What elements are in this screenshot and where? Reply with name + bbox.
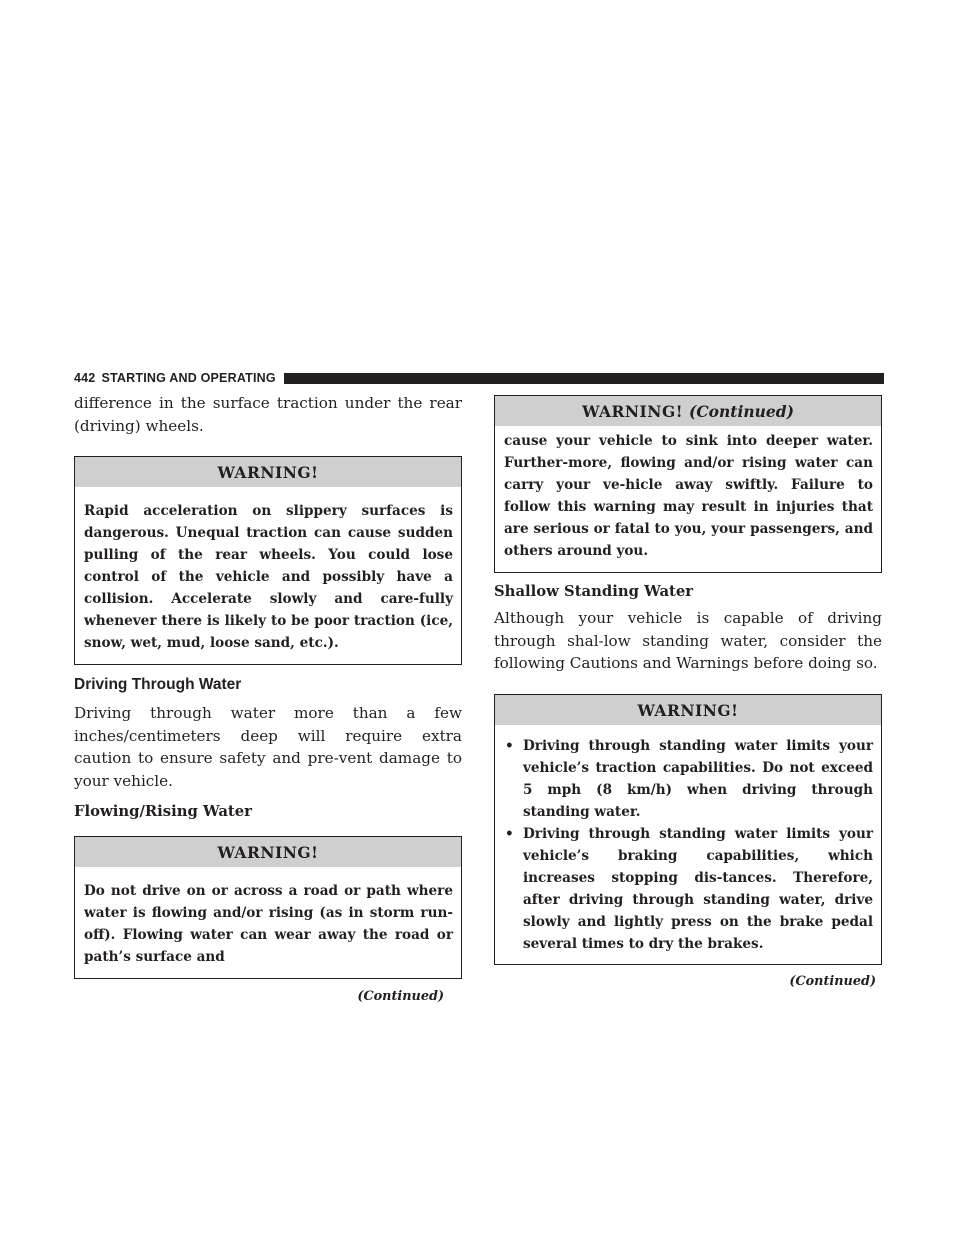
warning-body: Do not drive on or across a road or path where water is flowing and/or rising (as in storm run-off). Flowing water can wear away the road or path’s surface and <box>84 883 453 965</box>
warning-body <box>495 725 881 964</box>
bullet-icon: • <box>505 825 514 842</box>
heading-driving-through-water: Driving Through Water <box>74 676 242 693</box>
bullet-text: Driving through standing water limits your vehicle’s traction capabilities. Do not exceed 5 mph (8 km/h) when driving through standing water. <box>523 737 873 820</box>
warning-box-flowing-water <box>74 836 462 979</box>
warning-title <box>495 695 881 725</box>
bullet-icon: • <box>505 737 514 754</box>
warning-body: cause your vehicle to sink into deeper water. Further-more, flowing and/or rising water can carry your ve-hicle away swiftly. Failure to follow this warning may result in injuries that are serious or fatal to you, your passengers, and others around you. <box>504 433 873 559</box>
warning-box-continued <box>494 395 882 573</box>
shallow-water-paragraph: Although your vehicle is capable of driving through shal-low standing water, consider the following Cautions and Warnings before doing so. <box>494 609 882 672</box>
section-title: STARTING AND OPERATING <box>101 371 276 385</box>
warning-title-text: WARNING! <box>217 843 319 862</box>
intro-paragraph: difference in the surface traction under the rear (driving) wheels. <box>74 394 462 435</box>
continued-label: (Continued) <box>357 989 444 1004</box>
warning-title-continued: (Continued) <box>689 402 794 421</box>
bullet-text: Driving through standing water limits your vehicle’s braking capabilities, which increases stopping dis-tances. Therefore, after driving through standing water, drive slowly and lightly press on the brake pedal several times to dry the brakes. <box>523 825 873 952</box>
warning-title-text: WARNING! <box>582 402 684 421</box>
list-item <box>504 823 873 955</box>
warning-body: Rapid acceleration on slippery surfaces is dangerous. Unequal traction can cause sudden pulling of the rear wheels. You could lose control of the vehicle and possibly have a collision. Accelerate slowly and care-fully whenever there is likely to be poor traction (ice, snow, wet, mud, loose sand, etc.). <box>84 503 453 651</box>
page-header <box>74 370 884 386</box>
heading-flowing-rising-water: Flowing/Rising Water <box>74 803 252 820</box>
warning-title <box>495 396 881 426</box>
list-item <box>504 735 873 823</box>
warning-title-text: WARNING! <box>637 700 739 720</box>
warning-title <box>75 837 461 867</box>
header-rule <box>284 373 884 384</box>
warning-bullet-list <box>504 735 873 955</box>
warning-box-standing-water <box>494 694 882 965</box>
heading-shallow-standing-water: Shallow Standing Water <box>494 583 694 600</box>
warning-title-text: WARNING! <box>217 463 319 482</box>
driving-through-water-paragraph: Driving through water more than a few inches/centimeters deep will require extra caution to ensure safety and pre-vent damage to your vehicle. <box>74 704 462 790</box>
warning-title <box>75 457 461 487</box>
left-column <box>74 392 462 1004</box>
page-number: 442 <box>74 371 96 385</box>
warning-box-rapid-acceleration <box>74 456 462 665</box>
right-column <box>494 395 882 989</box>
continued-label: (Continued) <box>789 973 876 989</box>
